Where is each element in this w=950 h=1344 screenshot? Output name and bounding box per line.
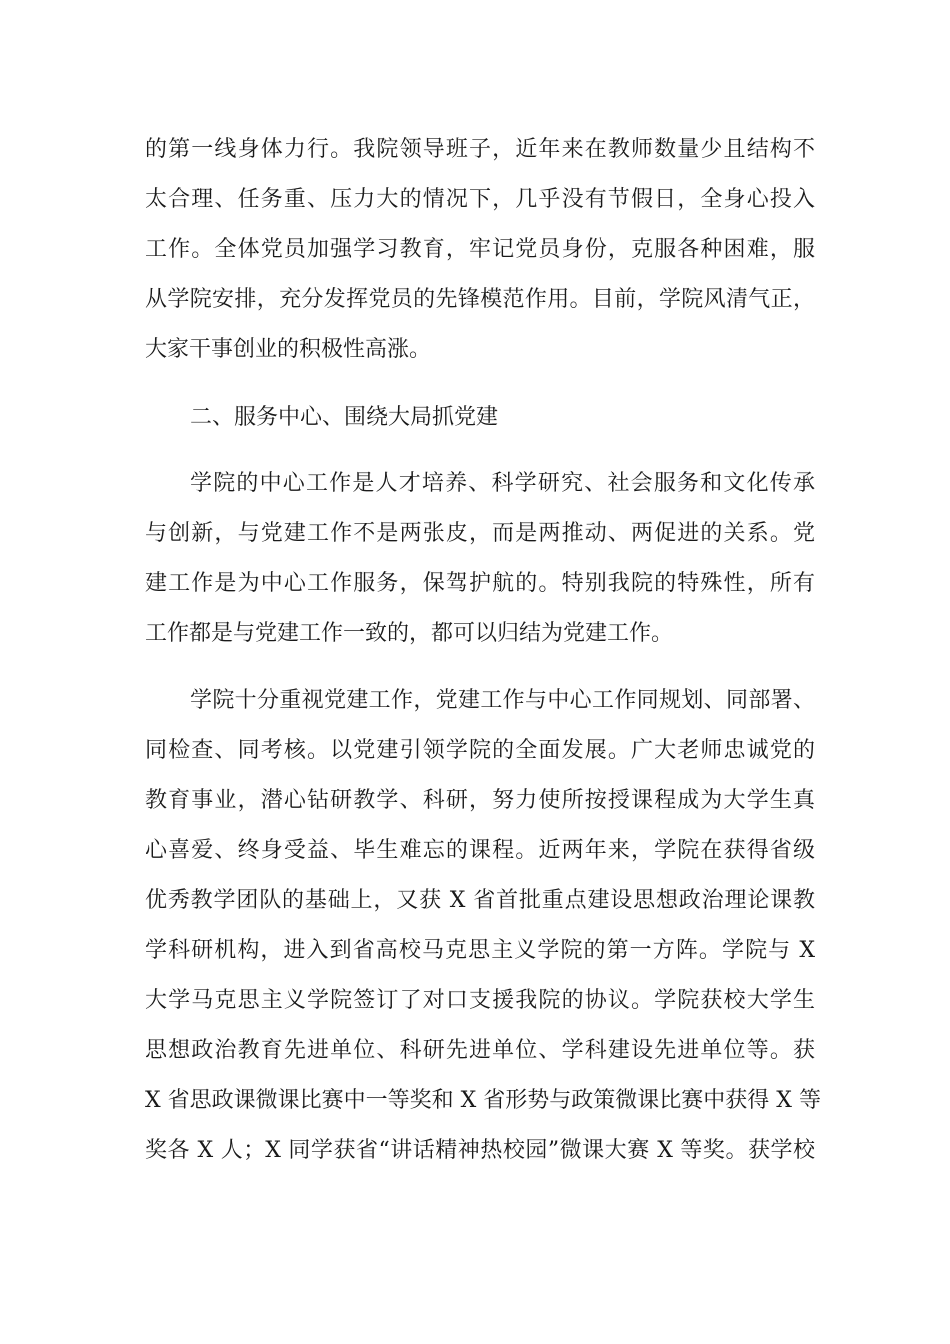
text-line: 教育事业，潜心钻研教学、科研，努力使所按授课程成为大学生真: [145, 788, 815, 813]
text-line: 工作都是与党建工作一致的，都可以归结为党建工作。: [145, 621, 674, 646]
text-line: 从学院安排，充分发挥党员的先锋模范作用。目前，学院风清气正，: [145, 287, 815, 312]
text-line: 大学马克思主义学院签订了对口支援我院的协议。学院获校大学生: [145, 988, 815, 1013]
text-line: 学院的中心工作是人才培养、科学研究、社会服务和文化传承: [190, 471, 815, 496]
text-line: 与创新，与党建工作不是两张皮，而是两推动、两促进的关系。党: [145, 521, 815, 546]
text-line: 工作。全体党员加强学习教育，牢记党员身份，克服各种困难，服: [145, 237, 815, 262]
text-line: 的第一线身体力行。我院领导班子，近年来在教师数量少且结构不: [145, 137, 815, 162]
text-line: 学院十分重视党建工作，党建工作与中心工作同规划、同部署、: [190, 688, 815, 713]
text-line: 学科研机构，进入到省高校马克思主义学院的第一方阵。学院与 X: [145, 938, 815, 963]
text-line: 心喜爱、终身受益、毕生难忘的课程。近两年来，学院在获得省级: [145, 838, 815, 863]
text-line: 太合理、任务重、压力大的情况下，几乎没有节假日，全身心投入: [145, 187, 815, 212]
text-line: 同检查、同考核。以党建引领学院的全面发展。广大老师忠诚党的: [145, 738, 815, 763]
text-line: 奖各 X 人；X 同学获省“讲话精神热校园”微课大赛 X 等奖。获学校: [145, 1138, 815, 1163]
text-line: 大家干事创业的积极性高涨。: [145, 337, 432, 362]
text-line: X 省思政课微课比赛中一等奖和 X 省形势与政策微课比赛中获得 X 等: [145, 1088, 821, 1113]
text-line: 优秀教学团队的基础上，又获 X 省首批重点建设思想政治理论课教: [145, 888, 815, 913]
section-heading: 二、服务中心、围绕大局抓党建: [190, 405, 499, 430]
text-line: 思想政治教育先进单位、科研先进单位、学科建设先进单位等。获: [145, 1038, 815, 1063]
text-line: 建工作是为中心工作服务，保驾护航的。特别我院的特殊性，所有: [145, 571, 815, 596]
